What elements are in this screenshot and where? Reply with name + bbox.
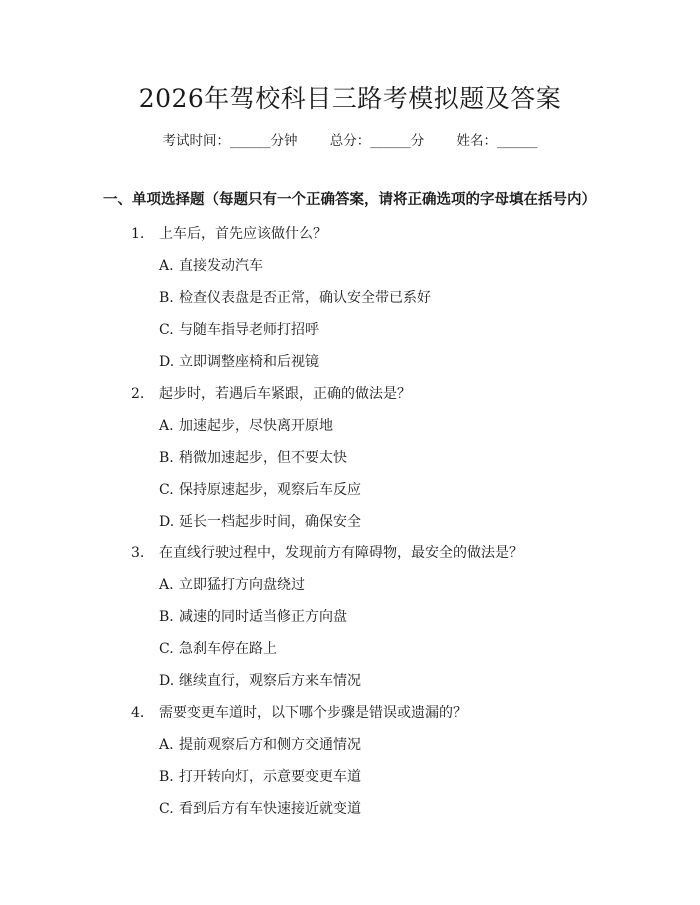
option-letter: A. [159,577,174,593]
option-letter: A. [159,737,174,753]
option-text: 立即调整座椅和后视镜 [179,354,319,370]
option-letter: D. [159,673,175,689]
option-text: 减速的同时适当修正方向盘 [179,609,347,625]
question-text: 需要变更车道时，以下哪个步骤是错误或遗漏的？ [159,705,467,721]
option-text: 提前观察后方和侧方交通情况 [179,737,361,753]
option-letter: A. [159,258,174,274]
question-4-option-a [159,735,361,755]
option-text: 急刹车停在路上 [179,641,277,657]
question-2-option-b [159,448,347,468]
question-text: 上车后，首先应该做什么？ [159,226,327,242]
question-4 [131,703,467,723]
question-number: 2. [131,386,145,402]
option-letter: C. [159,801,174,817]
option-text: 与随车指导老师打招呼 [179,322,319,338]
option-text: 打开转向灯，示意要变更车道 [179,769,361,785]
question-number: 3. [131,545,145,561]
option-text: 加速起步，尽快离开原地 [179,418,333,434]
question-number: 4. [131,705,145,721]
option-text: 立即猛打方向盘绕过 [179,577,305,593]
question-text: 起步时，若遇后车紧跟，正确的做法是？ [159,386,411,402]
page-title: 2026年驾校科目三路考模拟题及答案 [138,84,562,113]
option-text: 检查仪表盘是否正常，确认安全带已系好 [179,290,431,306]
question-text: 在直线行驶过程中，发现前方有障碍物，最安全的做法是？ [159,545,523,561]
question-1 [131,224,327,244]
question-3 [131,543,523,563]
question-1-option-d [159,352,319,372]
option-text: 延长一档起步时间，确保安全 [179,514,361,530]
option-letter: C. [159,322,174,338]
option-letter: D. [159,354,175,370]
option-letter: B. [159,609,174,625]
total-score-field: 总分：______分 [329,133,425,149]
question-2-option-c [159,480,361,500]
question-4-option-c [159,799,361,819]
option-letter: A. [159,418,174,434]
section-heading: 一、单项选择题（每题只有一个正确答案，请将正确选项的字母填在括号内） [103,191,596,208]
question-3-option-d [159,671,361,691]
question-1-option-b [159,288,431,308]
option-letter: D. [159,514,175,530]
question-2 [131,384,411,404]
name-field: 姓名：______ [456,133,538,149]
option-letter: C. [159,482,174,498]
question-1-option-c [159,320,319,340]
option-letter: C. [159,641,174,657]
option-letter: B. [159,450,174,466]
option-text: 保持原速起步，观察后车反应 [179,482,361,498]
question-number: 1. [131,226,145,242]
option-text: 继续直行，观察后方来车情况 [179,673,361,689]
question-1-option-a [159,256,263,276]
question-3-option-c [159,639,277,659]
exam-meta [0,131,700,151]
question-2-option-d [159,512,361,532]
option-letter: B. [159,290,174,306]
option-text: 稍微加速起步，但不要太快 [179,450,347,466]
question-4-option-b [159,767,361,787]
exam-time-field: 考试时间：______分钟 [162,133,298,149]
question-3-option-a [159,575,305,595]
question-2-option-a [159,416,333,436]
question-3-option-b [159,607,347,627]
option-text: 直接发动汽车 [179,258,263,274]
option-letter: B. [159,769,174,785]
option-text: 看到后方有车快速接近就变道 [179,801,361,817]
